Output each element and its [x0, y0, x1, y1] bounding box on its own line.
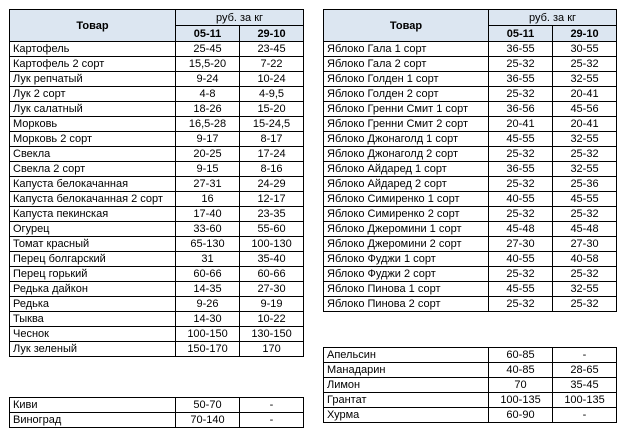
price-date2: 28-65 — [553, 363, 617, 378]
price-date2: 25-32 — [553, 207, 617, 222]
product-name: Лук репчатый — [10, 72, 176, 87]
table-row — [324, 363, 617, 378]
product-name: Тыква — [10, 312, 176, 327]
table-row — [324, 207, 617, 222]
vegetables-body — [10, 42, 304, 357]
price-date1: 45-48 — [489, 222, 553, 237]
price-date1: 14-30 — [176, 312, 240, 327]
table-row — [10, 398, 304, 413]
table-row — [10, 102, 304, 117]
price-date1: 70 — [489, 378, 553, 393]
table-row — [324, 282, 617, 297]
table-row — [10, 147, 304, 162]
price-date1: 25-32 — [489, 147, 553, 162]
product-name: Яблоко Голден 1 сорт — [324, 72, 489, 87]
product-name: Яблоко Гала 2 сорт — [324, 57, 489, 72]
price-date2: 25-36 — [553, 177, 617, 192]
price-date2: 100-135 — [553, 393, 617, 408]
table-row — [10, 72, 304, 87]
price-date1: 16,5-28 — [176, 117, 240, 132]
product-name: Свекла 2 сорт — [10, 162, 176, 177]
product-name: Перец болгарский — [10, 252, 176, 267]
header-product: Товар — [324, 10, 489, 42]
price-date2: 15-24,5 — [240, 117, 304, 132]
price-date2: - — [240, 398, 304, 413]
product-name: Лук салатный — [10, 102, 176, 117]
price-date2: 4-9,5 — [240, 87, 304, 102]
product-name: Яблоко Симиренко 1 сорт — [324, 192, 489, 207]
price-date1: 25-32 — [489, 267, 553, 282]
price-date1: 9-26 — [176, 297, 240, 312]
price-date1: 25-32 — [489, 87, 553, 102]
product-name: Яблоко Джеромини 1 сорт — [324, 222, 489, 237]
price-date2: 32-55 — [553, 132, 617, 147]
price-date1: 36-55 — [489, 72, 553, 87]
price-date2: 27-30 — [240, 282, 304, 297]
product-name: Киви — [10, 398, 176, 413]
product-name: Виноград — [10, 413, 176, 428]
apples-table — [323, 9, 617, 312]
price-date2: 60-66 — [240, 267, 304, 282]
table-row — [10, 327, 304, 342]
price-date2: - — [240, 413, 304, 428]
price-date1: 100-150 — [176, 327, 240, 342]
price-date2: 7-22 — [240, 57, 304, 72]
header-date2: 29-10 — [240, 26, 304, 42]
product-name: Яблоко Пинова 1 сорт — [324, 282, 489, 297]
product-name: Яблоко Гала 1 сорт — [324, 42, 489, 57]
table-row — [10, 297, 304, 312]
price-date2: 20-41 — [553, 87, 617, 102]
price-date1: 9-17 — [176, 132, 240, 147]
price-date2: 30-55 — [553, 42, 617, 57]
product-name: Яблоко Гренни Смит 2 сорт — [324, 117, 489, 132]
price-date1: 60-66 — [176, 267, 240, 282]
price-date1: 16 — [176, 192, 240, 207]
table-row — [10, 282, 304, 297]
table-row — [10, 252, 304, 267]
price-date2: 40-58 — [553, 252, 617, 267]
citrus-table — [323, 347, 617, 423]
table-row — [324, 192, 617, 207]
price-date1: 27-30 — [489, 237, 553, 252]
table-row — [10, 192, 304, 207]
price-date1: 31 — [176, 252, 240, 267]
price-date1: 36-55 — [489, 162, 553, 177]
product-name: Лук 2 сорт — [10, 87, 176, 102]
fruits-left-body — [10, 398, 304, 428]
table-row — [324, 162, 617, 177]
table-row — [10, 87, 304, 102]
product-name: Яблоко Гренни Смит 1 сорт — [324, 102, 489, 117]
price-date2: 27-30 — [553, 237, 617, 252]
price-date2: 23-45 — [240, 42, 304, 57]
table-row — [324, 378, 617, 393]
product-name: Хурма — [324, 408, 489, 423]
price-date2: 15-20 — [240, 102, 304, 117]
product-name: Яблоко Симиренко 2 сорт — [324, 207, 489, 222]
price-date1: 50-70 — [176, 398, 240, 413]
price-date1: 40-55 — [489, 252, 553, 267]
price-date1: 20-41 — [489, 117, 553, 132]
table-row — [324, 72, 617, 87]
price-date1: 9-15 — [176, 162, 240, 177]
product-name: Капуста пекинская — [10, 207, 176, 222]
price-date1: 25-32 — [489, 57, 553, 72]
product-name: Свекла — [10, 147, 176, 162]
table-row — [324, 408, 617, 423]
product-name: Морковь — [10, 117, 176, 132]
price-date1: 36-56 — [489, 102, 553, 117]
price-date2: - — [553, 408, 617, 423]
table-row — [10, 117, 304, 132]
product-name: Яблоко Пинова 2 сорт — [324, 297, 489, 312]
price-date2: 17-24 — [240, 147, 304, 162]
price-date2: 35-45 — [553, 378, 617, 393]
table-row — [324, 252, 617, 267]
price-date1: 60-90 — [489, 408, 553, 423]
product-name: Яблоко Фуджи 2 сорт — [324, 267, 489, 282]
price-date1: 150-170 — [176, 342, 240, 357]
price-date2: 130-150 — [240, 327, 304, 342]
table-row — [10, 177, 304, 192]
table-row — [10, 312, 304, 327]
product-name: Яблоко Джеромини 2 сорт — [324, 237, 489, 252]
price-date1: 9-24 — [176, 72, 240, 87]
price-date2: 32-55 — [553, 162, 617, 177]
price-date1: 15,5-20 — [176, 57, 240, 72]
table-row — [324, 57, 617, 72]
table-row — [324, 348, 617, 363]
product-name: Морковь 2 сорт — [10, 132, 176, 147]
price-date2: 25-32 — [553, 57, 617, 72]
price-date1: 36-55 — [489, 42, 553, 57]
table-row — [10, 413, 304, 428]
price-date1: 25-32 — [489, 177, 553, 192]
price-date2: 45-56 — [553, 102, 617, 117]
table-row — [324, 132, 617, 147]
price-date1: 45-55 — [489, 282, 553, 297]
product-name: Картофель — [10, 42, 176, 57]
table-row — [324, 42, 617, 57]
table-row — [324, 177, 617, 192]
price-date2: 9-19 — [240, 297, 304, 312]
price-date2: 25-32 — [553, 267, 617, 282]
table-row — [324, 117, 617, 132]
product-name: Яблоко Фуджи 1 сорт — [324, 252, 489, 267]
price-date1: 60-85 — [489, 348, 553, 363]
product-name: Грантат — [324, 393, 489, 408]
price-date2: 100-130 — [240, 237, 304, 252]
product-name: Чеснок — [10, 327, 176, 342]
product-name: Лимон — [324, 378, 489, 393]
apples-body — [324, 42, 617, 312]
price-date2: 8-16 — [240, 162, 304, 177]
price-date1: 70-140 — [176, 413, 240, 428]
product-name: Лук зеленый — [10, 342, 176, 357]
product-name: Перец горький — [10, 267, 176, 282]
price-date1: 65-130 — [176, 237, 240, 252]
price-date2: - — [553, 348, 617, 363]
product-name: Яблоко Айдаред 1 сорт — [324, 162, 489, 177]
product-name: Редька дайкон — [10, 282, 176, 297]
product-name: Яблоко Джонаголд 1 сорт — [324, 132, 489, 147]
table-row — [324, 147, 617, 162]
table-row — [10, 132, 304, 147]
price-date2: 12-17 — [240, 192, 304, 207]
price-date1: 40-55 — [489, 192, 553, 207]
price-date2: 20-41 — [553, 117, 617, 132]
price-date2: 10-24 — [240, 72, 304, 87]
product-name: Капуста белокачанная 2 сорт — [10, 192, 176, 207]
price-date2: 25-32 — [553, 147, 617, 162]
price-date2: 25-32 — [553, 297, 617, 312]
table-row — [10, 237, 304, 252]
table-row — [10, 267, 304, 282]
price-date2: 45-55 — [553, 192, 617, 207]
product-name: Картофель 2 сорт — [10, 57, 176, 72]
product-name: Яблоко Айдаред 2 сорт — [324, 177, 489, 192]
table-row — [324, 393, 617, 408]
product-name: Яблоко Голден 2 сорт — [324, 87, 489, 102]
table-row — [324, 222, 617, 237]
product-name: Апельсин — [324, 348, 489, 363]
header-date1: 05-11 — [489, 26, 553, 42]
price-date2: 8-17 — [240, 132, 304, 147]
price-date1: 27-31 — [176, 177, 240, 192]
header-date2: 29-10 — [553, 26, 617, 42]
header-unit: руб. за кг — [489, 10, 617, 26]
price-date1: 14-35 — [176, 282, 240, 297]
table-row — [324, 87, 617, 102]
product-name: Манадарин — [324, 363, 489, 378]
price-date1: 25-32 — [489, 207, 553, 222]
table-row — [324, 102, 617, 117]
header-date1: 05-11 — [176, 26, 240, 42]
table-row — [10, 207, 304, 222]
product-name: Редька — [10, 297, 176, 312]
table-row — [10, 57, 304, 72]
product-name: Капуста белокачанная — [10, 177, 176, 192]
price-date1: 25-32 — [489, 297, 553, 312]
table-row — [10, 42, 304, 57]
product-name: Томат красный — [10, 237, 176, 252]
price-date1: 40-85 — [489, 363, 553, 378]
table-row — [10, 222, 304, 237]
price-date2: 32-55 — [553, 72, 617, 87]
price-date2: 45-48 — [553, 222, 617, 237]
header-product: Товар — [10, 10, 176, 42]
price-date1: 18-26 — [176, 102, 240, 117]
table-row — [10, 162, 304, 177]
table-row — [324, 297, 617, 312]
price-date2: 170 — [240, 342, 304, 357]
price-date1: 4-8 — [176, 87, 240, 102]
price-date2: 23-35 — [240, 207, 304, 222]
price-date1: 33-60 — [176, 222, 240, 237]
product-name: Яблоко Джонаголд 2 сорт — [324, 147, 489, 162]
header-unit: руб. за кг — [176, 10, 304, 26]
price-date1: 20-25 — [176, 147, 240, 162]
vegetables-table — [9, 9, 304, 357]
price-date2: 24-29 — [240, 177, 304, 192]
price-date2: 32-55 — [553, 282, 617, 297]
price-date2: 55-60 — [240, 222, 304, 237]
price-date1: 100-135 — [489, 393, 553, 408]
price-date1: 25-45 — [176, 42, 240, 57]
table-row — [10, 342, 304, 357]
product-name: Огурец — [10, 222, 176, 237]
table-row — [324, 237, 617, 252]
citrus-body — [324, 348, 617, 423]
fruits-left-table — [9, 397, 304, 428]
price-date2: 10-22 — [240, 312, 304, 327]
table-row — [324, 267, 617, 282]
price-date1: 45-55 — [489, 132, 553, 147]
price-date2: 35-40 — [240, 252, 304, 267]
price-date1: 17-40 — [176, 207, 240, 222]
